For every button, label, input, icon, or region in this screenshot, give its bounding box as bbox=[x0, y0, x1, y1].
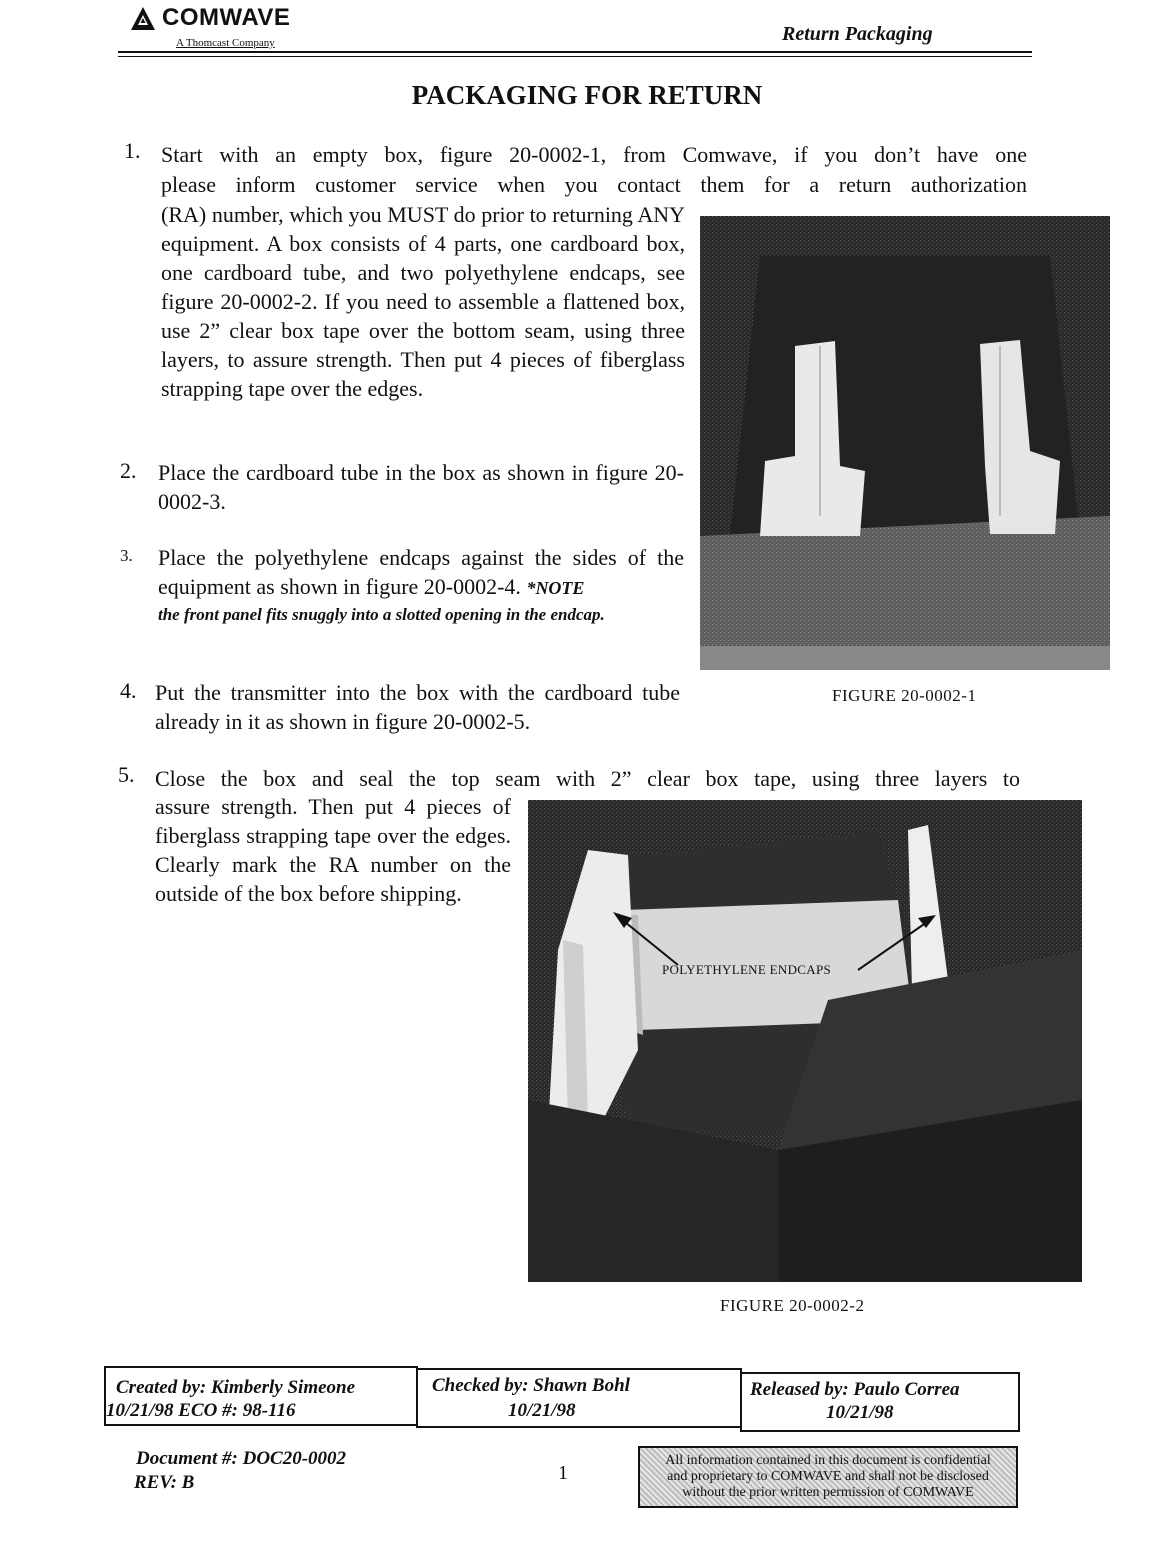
section-title: Return Packaging bbox=[782, 23, 933, 45]
created-by-cell bbox=[104, 1366, 418, 1426]
company-logo-text: COMWAVE bbox=[162, 4, 291, 31]
step-1-line-2: please inform customer service when you contact them for a return authorization bbox=[161, 172, 1027, 197]
step-1-line-1: Start with an empty box, figure 20-0002-1, from Comwave, if you don’t have one bbox=[161, 142, 1027, 167]
confidentiality-line-3: without the prior written permission of COMWAVE bbox=[682, 1485, 974, 1500]
created-by: Created by: Kimberly Simeone bbox=[116, 1377, 356, 1398]
step-4-text: Put the transmitter into the box with the cardboard tube already in it as shown in figure 20-0002-5. bbox=[155, 680, 680, 734]
step-3-note: the front panel fits snuggly into a slotted opening in the endcap. bbox=[158, 605, 605, 624]
step-3-number: 3. bbox=[120, 546, 133, 565]
document-number: Document #: DOC20-0002 bbox=[136, 1448, 347, 1469]
header-divider-thin bbox=[118, 56, 1032, 57]
revision: REV: B bbox=[134, 1472, 195, 1493]
company-logo-subtitle: A Thomcast Company bbox=[176, 37, 275, 49]
step-5-line-1: Close the box and seal the top seam with 2” clear box tape, using three layers to bbox=[155, 766, 1020, 791]
confidentiality-line-2: and proprietary to COMWAVE and shall not be disclosed bbox=[667, 1469, 989, 1484]
step-2-number: 2. bbox=[120, 458, 137, 483]
step-4-number: 4. bbox=[120, 678, 137, 703]
figure-2-caption: FIGURE 20-0002-2 bbox=[720, 1296, 865, 1315]
confidentiality-line-1: All information contained in this document is confidential bbox=[665, 1453, 991, 1468]
page-title: PACKAGING FOR RETURN bbox=[411, 80, 763, 110]
step-1-text: (RA) number, which you MUST do prior to returning ANY equipment. A box consists of 4 parts, one cardboard box, one cardboard tube, and two polyethylene endcaps, see figure 20-0002-2. If you need to assemble a flattened box, use 2” clear box tape over the bottom seam, using three layers, to assure strength. Then put 4 pieces of fiberglass strapping tape over the edges. bbox=[161, 202, 685, 401]
step-3-text bbox=[158, 543, 684, 601]
confidentiality-notice bbox=[638, 1446, 1018, 1508]
comwave-logo-icon bbox=[130, 6, 156, 32]
step-1-number: 1. bbox=[124, 138, 141, 163]
figure-1-caption: FIGURE 20-0002-1 bbox=[832, 686, 977, 705]
created-date-eco: 10/21/98 ECO #: 98-116 bbox=[106, 1400, 296, 1421]
figure-1-photo bbox=[700, 216, 1110, 670]
step-3-note-label: *NOTE bbox=[526, 578, 585, 598]
step-5-text: assure strength. Then put 4 pieces of fiberglass strapping tape over the edges. Clearly mark the RA number on the outside of the box before shipping. bbox=[155, 794, 511, 906]
released-by: Released by: Paulo Correa bbox=[750, 1379, 960, 1400]
header-divider bbox=[118, 51, 1032, 53]
released-by-cell bbox=[740, 1372, 1020, 1432]
step-3-body: Place the polyethylene endcaps against the sides of the equipment as shown in figure 20-0002-4. bbox=[158, 545, 684, 599]
checked-by-cell bbox=[416, 1368, 742, 1428]
step-5-number: 5. bbox=[118, 762, 135, 787]
released-date: 10/21/98 bbox=[826, 1402, 894, 1423]
checked-date: 10/21/98 bbox=[508, 1400, 576, 1421]
figure-2-label: POLYETHYLENE ENDCAPS bbox=[662, 962, 832, 977]
step-2-text: Place the cardboard tube in the box as shown in figure 20-0002-3. bbox=[158, 460, 684, 514]
page-number: 1 bbox=[558, 1462, 568, 1484]
checked-by: Checked by: Shawn Bohl bbox=[432, 1375, 630, 1396]
figure-2-photo bbox=[528, 800, 1082, 1282]
